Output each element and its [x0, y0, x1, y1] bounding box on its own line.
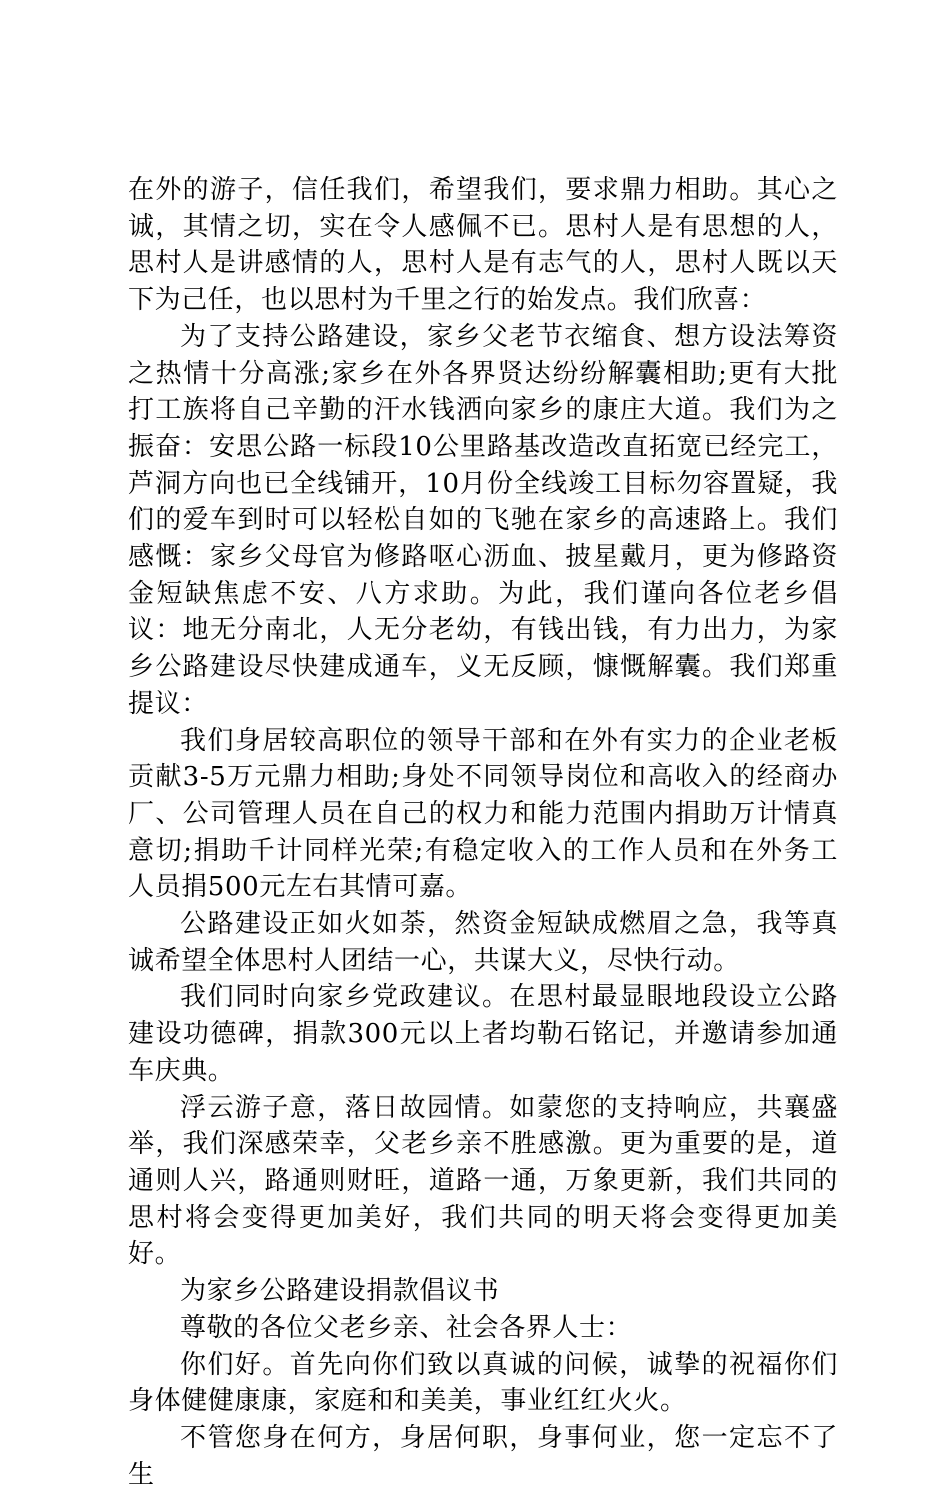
- paragraph: 公路建设正如火如荼，然资金短缺成燃眉之急，我等真诚希望全体思村人团结一心，共谋大义，尽快行动。: [128, 909, 838, 976]
- paragraph: 浮云游子意，落日故园情。如蒙您的支持响应，共襄盛举，我们深感荣幸，父老乡亲不胜感激。更为重要的是，道通则人兴，路通则财旺，道路一通，万象更新，我们共同的思村将会变得更加美好，我们共同的明天将会变得更加美好。: [128, 1092, 838, 1270]
- paragraph-continued: 在外的游子，信任我们，希望我们，要求鼎力相助。其心之诚，其情之切，实在令人感佩不已。思村人是有思想的人，思村人是讲感情的人，思村人是有志气的人，思村人既以天下为己任，也以思村为千里之行的始发点。我们欣喜：: [128, 175, 838, 316]
- paragraph: 你们好。首先向你们致以真诚的问候，诚挚的祝福你们身体健健康康，家庭和和美美，事业红红火火。: [128, 1349, 838, 1417]
- salutation: 尊敬的各位父老乡亲、社会各界人士：: [180, 1312, 633, 1343]
- paragraph: 我们同时向家乡党政建议。在思村最显眼地段设立公路建设功德碑，捐款300元以上者均勒石铭记，并邀请参加通车庆典。: [128, 982, 838, 1086]
- paragraph: 不管您身在何方，身居何职，身事何业，您一定忘不了生: [128, 1422, 838, 1490]
- paragraph: 我们身居较高职位的领导干部和在外有实力的企业老板贡献3-5万元鼎力相助;身处不同领导岗位和高收入的经商办厂、公司管理人员在自己的权力和能力范围内捐助万计情真意切;捐助千计同样光荣;有稳定收入的工作人员和在外务工人员捐500元左右其情可嘉。: [128, 725, 838, 903]
- document-heading: 为家乡公路建设捐款倡议书: [180, 1276, 500, 1307]
- document-page: [128, 172, 838, 1493]
- paragraph: 为了支持公路建设，家乡父老节衣缩食、想方设法筹资之热情十分高涨;家乡在外各界贤达纷纷解囊相助;更有大批打工族将自己辛勤的汗水钱洒向家乡的康庄大道。我们为之振奋：安思公路一标段10公里路基改造改直拓宽已经完工，芦洞方向也已全线铺开，10月份全线竣工目标勿容置疑，我们的爱车到时可以轻松自如的飞驰在家乡的高速路上。我们感慨：家乡父母官为修路呕心沥血、披星戴月，更为修路资金短缺焦虑不安、八方求助。为此，我们谨向各位老乡倡议：地无分南北，人无分老幼，有钱出钱，有力出力，为家乡公路建设尽快建成通车，义无反顾，慷慨解囊。我们郑重提议：: [128, 321, 838, 719]
